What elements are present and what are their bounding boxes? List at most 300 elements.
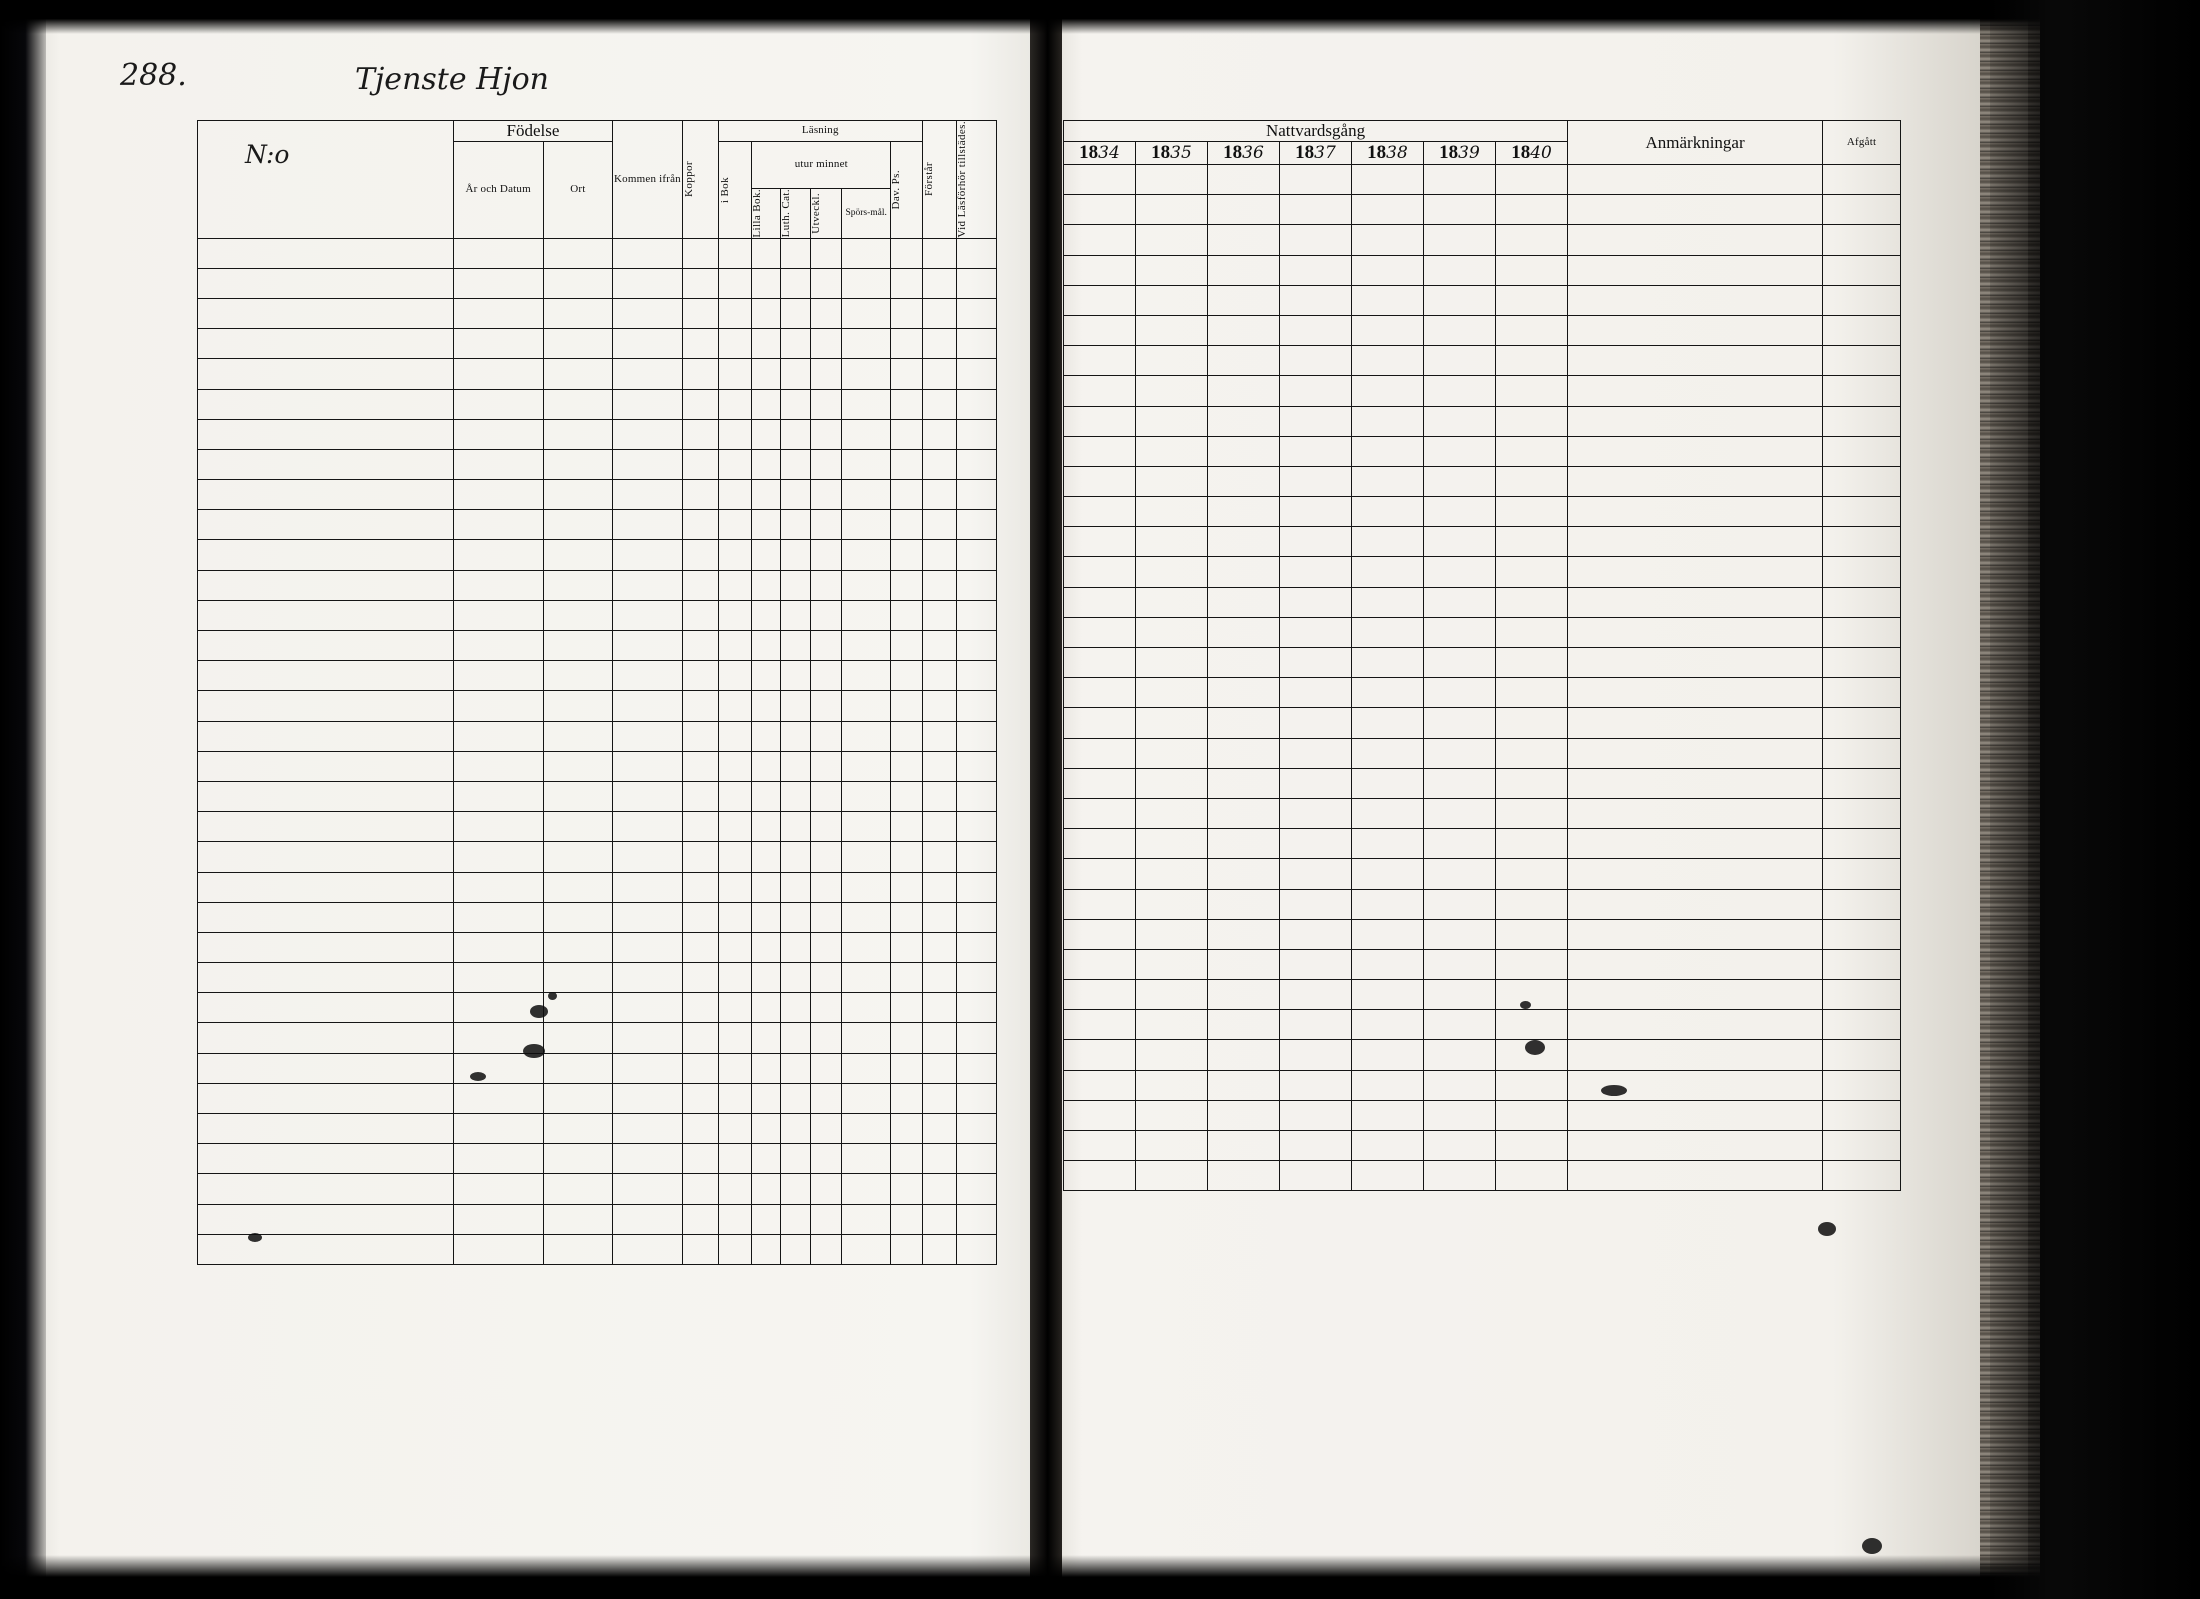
table-cell	[752, 872, 781, 902]
table-cell	[956, 359, 996, 389]
table-cell	[1424, 466, 1496, 496]
table-cell	[453, 631, 543, 661]
table-cell	[1208, 949, 1280, 979]
table-cell	[752, 1204, 781, 1234]
table-cell	[1208, 1040, 1280, 1070]
table-cell	[1568, 949, 1823, 979]
table-cell	[718, 480, 752, 510]
table-cell	[956, 872, 996, 902]
table-cell	[613, 781, 683, 811]
table-cell	[781, 419, 810, 449]
table-row	[1064, 1040, 1901, 1070]
table-cell	[613, 540, 683, 570]
table-cell	[922, 1053, 956, 1083]
table-cell	[1568, 1161, 1823, 1191]
table-cell	[810, 1204, 841, 1234]
header-birth-group: Födelse	[453, 121, 612, 142]
table-cell	[1823, 889, 1901, 919]
table-cell	[1496, 919, 1568, 949]
table-cell	[922, 932, 956, 962]
table-cell	[1424, 497, 1496, 527]
table-cell	[842, 359, 891, 389]
table-cell	[1280, 497, 1352, 527]
table-cell	[842, 298, 891, 328]
communion-year-4: 1837	[1280, 142, 1352, 165]
communion-year-5: 1838	[1352, 142, 1424, 165]
table-cell	[613, 359, 683, 389]
table-cell	[718, 540, 752, 570]
table-cell	[1496, 557, 1568, 587]
table-cell	[956, 419, 996, 449]
table-row	[1064, 1131, 1901, 1161]
header-came-from-label: Kommen ifrån	[614, 172, 681, 185]
header-dav-ps	[891, 142, 922, 239]
table-cell	[1352, 285, 1424, 315]
table-cell	[891, 1234, 922, 1264]
table-row	[198, 661, 997, 691]
table-cell	[1568, 406, 1823, 436]
table-cell	[810, 902, 841, 932]
table-cell	[810, 1144, 841, 1174]
table-cell	[613, 480, 683, 510]
table-cell	[453, 842, 543, 872]
table-cell	[922, 963, 956, 993]
table-cell	[1136, 1131, 1208, 1161]
table-cell	[1568, 738, 1823, 768]
table-cell	[956, 1234, 996, 1264]
table-cell	[781, 1023, 810, 1053]
table-cell	[1496, 617, 1568, 647]
table-cell	[718, 1114, 752, 1144]
table-cell	[752, 1234, 781, 1264]
communion-year-2: 1835	[1136, 142, 1208, 165]
table-cell	[613, 1023, 683, 1053]
table-cell	[891, 389, 922, 419]
header-departed: Afgått	[1823, 121, 1901, 165]
table-row	[1064, 346, 1901, 376]
table-cell	[1568, 648, 1823, 678]
table-cell	[1208, 829, 1280, 859]
table-cell	[543, 389, 613, 419]
table-cell	[956, 751, 996, 781]
table-cell	[1496, 376, 1568, 406]
table-cell	[613, 842, 683, 872]
table-cell	[453, 389, 543, 419]
table-cell	[718, 993, 752, 1023]
table-cell	[956, 963, 996, 993]
table-cell	[1424, 1070, 1496, 1100]
table-cell	[1136, 949, 1208, 979]
table-cell	[1352, 315, 1424, 345]
table-cell	[1352, 1161, 1424, 1191]
table-cell	[956, 298, 996, 328]
table-row	[198, 751, 997, 781]
table-cell	[1352, 648, 1424, 678]
table-cell	[1280, 527, 1352, 557]
table-cell	[1136, 980, 1208, 1010]
table-row	[1064, 557, 1901, 587]
table-cell	[453, 600, 543, 630]
table-cell	[1424, 1131, 1496, 1161]
table-cell	[543, 902, 613, 932]
table-cell	[198, 1023, 454, 1053]
table-cell	[810, 631, 841, 661]
table-cell	[1568, 466, 1823, 496]
table-cell	[682, 298, 718, 328]
table-row	[198, 842, 997, 872]
table-cell	[891, 1114, 922, 1144]
table-cell	[198, 661, 454, 691]
table-cell	[1136, 376, 1208, 406]
table-cell	[781, 932, 810, 962]
table-cell	[842, 389, 891, 419]
table-cell	[682, 449, 718, 479]
table-cell	[718, 872, 752, 902]
table-cell	[781, 480, 810, 510]
table-cell	[842, 419, 891, 449]
table-cell	[752, 1174, 781, 1204]
table-cell	[613, 902, 683, 932]
table-cell	[613, 963, 683, 993]
table-cell	[810, 359, 841, 389]
table-cell	[453, 963, 543, 993]
table-cell	[543, 1144, 613, 1174]
table-row	[1064, 648, 1901, 678]
table-cell	[781, 872, 810, 902]
table-cell	[718, 631, 752, 661]
table-cell	[198, 751, 454, 781]
header-luther-cat	[781, 188, 810, 238]
table-row	[198, 449, 997, 479]
table-cell	[956, 238, 996, 268]
table-cell	[543, 449, 613, 479]
table-cell	[718, 1234, 752, 1264]
table-cell	[956, 389, 996, 419]
table-cell	[1280, 285, 1352, 315]
table-cell	[1352, 859, 1424, 889]
table-row	[1064, 406, 1901, 436]
table-cell	[810, 510, 841, 540]
table-cell	[810, 1023, 841, 1053]
table-row	[1064, 497, 1901, 527]
table-cell	[682, 510, 718, 540]
table-cell	[198, 480, 454, 510]
table-cell	[1424, 436, 1496, 466]
ink-smudge	[470, 1072, 486, 1081]
table-cell	[198, 932, 454, 962]
table-cell	[1568, 255, 1823, 285]
table-cell	[810, 781, 841, 811]
table-cell	[682, 751, 718, 781]
table-cell	[1352, 949, 1424, 979]
table-row	[1064, 949, 1901, 979]
table-cell	[1568, 798, 1823, 828]
table-cell	[922, 510, 956, 540]
table-cell	[543, 570, 613, 600]
table-cell	[1064, 406, 1136, 436]
table-cell	[956, 842, 996, 872]
table-cell	[1568, 225, 1823, 255]
table-cell	[718, 329, 752, 359]
table-cell	[922, 1174, 956, 1204]
header-understands-label: Förstår	[922, 162, 935, 197]
table-cell	[842, 1114, 891, 1144]
table-cell	[1136, 406, 1208, 436]
table-cell	[1424, 587, 1496, 617]
table-cell	[752, 661, 781, 691]
table-cell	[1352, 255, 1424, 285]
table-cell	[1823, 557, 1901, 587]
table-cell	[1064, 195, 1136, 225]
table-cell	[1496, 648, 1568, 678]
ink-smudge	[1862, 1538, 1882, 1554]
table-cell	[453, 540, 543, 570]
table-cell	[543, 480, 613, 510]
table-cell	[1568, 919, 1823, 949]
table-cell	[543, 238, 613, 268]
table-cell	[891, 872, 922, 902]
table-row	[198, 329, 997, 359]
table-cell	[781, 902, 810, 932]
table-cell	[922, 389, 956, 419]
table-row	[198, 298, 997, 328]
table-cell	[1352, 195, 1424, 225]
table-row	[1064, 255, 1901, 285]
table-cell	[891, 661, 922, 691]
header-bible-book-label: Lilla Bok.	[751, 188, 764, 238]
table-cell	[543, 329, 613, 359]
table-cell	[1064, 919, 1136, 949]
table-cell	[453, 751, 543, 781]
table-cell	[1823, 648, 1901, 678]
table-cell	[543, 298, 613, 328]
table-cell	[842, 932, 891, 962]
header-remarks: Anmärkningar	[1568, 121, 1823, 165]
table-cell	[613, 661, 683, 691]
table-row	[1064, 1161, 1901, 1191]
table-cell	[1496, 225, 1568, 255]
table-cell	[613, 1174, 683, 1204]
table-row	[198, 932, 997, 962]
table-cell	[891, 812, 922, 842]
table-cell	[682, 570, 718, 600]
table-row	[198, 540, 997, 570]
header-at-examination-label: Vid Läsförhör tillstädes.	[955, 121, 968, 238]
table-cell	[1352, 738, 1424, 768]
table-cell	[842, 631, 891, 661]
table-row	[198, 600, 997, 630]
table-cell	[1496, 527, 1568, 557]
table-cell	[781, 510, 810, 540]
table-cell	[752, 600, 781, 630]
table-cell	[891, 1083, 922, 1113]
table-cell	[613, 570, 683, 600]
table-cell	[682, 631, 718, 661]
table-cell	[1823, 225, 1901, 255]
ink-smudge	[1818, 1222, 1836, 1236]
table-cell	[718, 751, 752, 781]
table-row	[198, 631, 997, 661]
table-cell	[1568, 678, 1823, 708]
table-cell	[891, 359, 922, 389]
table-cell	[752, 751, 781, 781]
table-cell	[453, 993, 543, 1023]
header-at-examination	[956, 121, 996, 239]
table-cell	[1136, 1161, 1208, 1191]
table-cell	[810, 721, 841, 751]
table-cell	[543, 1234, 613, 1264]
table-cell	[1208, 617, 1280, 647]
table-cell	[1064, 346, 1136, 376]
table-cell	[198, 812, 454, 842]
table-cell	[781, 540, 810, 570]
table-cell	[1496, 768, 1568, 798]
table-cell	[1136, 919, 1208, 949]
table-cell	[1280, 557, 1352, 587]
table-cell	[891, 540, 922, 570]
table-cell	[1136, 678, 1208, 708]
table-cell	[1424, 1100, 1496, 1130]
table-cell	[1424, 708, 1496, 738]
table-cell	[1136, 648, 1208, 678]
table-cell	[752, 510, 781, 540]
table-cell	[1064, 648, 1136, 678]
table-cell	[1064, 949, 1136, 979]
table-cell	[810, 449, 841, 479]
table-cell	[718, 721, 752, 751]
table-cell	[682, 963, 718, 993]
table-cell	[453, 1114, 543, 1144]
table-cell	[922, 661, 956, 691]
table-cell	[682, 1023, 718, 1053]
table-cell	[922, 842, 956, 872]
table-cell	[613, 1144, 683, 1174]
table-row	[198, 1144, 997, 1174]
table-row	[198, 721, 997, 751]
table-cell	[1424, 255, 1496, 285]
table-row	[1064, 678, 1901, 708]
table-cell	[718, 449, 752, 479]
table-cell	[613, 329, 683, 359]
table-cell	[682, 238, 718, 268]
table-cell	[543, 691, 613, 721]
table-cell	[1064, 557, 1136, 587]
table-cell	[752, 812, 781, 842]
table-cell	[922, 298, 956, 328]
table-cell	[198, 902, 454, 932]
table-row	[198, 1114, 997, 1144]
communion-year-1: 1834	[1064, 142, 1136, 165]
table-cell	[922, 419, 956, 449]
table-row	[1064, 1010, 1901, 1040]
table-cell	[922, 600, 956, 630]
table-cell	[842, 1234, 891, 1264]
table-cell	[718, 932, 752, 962]
table-cell	[1280, 1010, 1352, 1040]
table-cell	[1208, 919, 1280, 949]
table-cell	[198, 691, 454, 721]
table-cell	[1280, 587, 1352, 617]
table-cell	[1280, 980, 1352, 1010]
table-row	[198, 1023, 997, 1053]
table-cell	[198, 1053, 454, 1083]
table-cell	[891, 1174, 922, 1204]
table-cell	[922, 570, 956, 600]
table-row	[198, 872, 997, 902]
table-cell	[781, 570, 810, 600]
table-cell	[1568, 557, 1823, 587]
table-cell	[891, 449, 922, 479]
table-cell	[1496, 1070, 1568, 1100]
table-cell	[543, 661, 613, 691]
table-cell	[1352, 617, 1424, 647]
table-cell	[842, 570, 891, 600]
table-cell	[1352, 678, 1424, 708]
header-understands	[922, 121, 956, 239]
table-cell	[752, 480, 781, 510]
table-cell	[752, 540, 781, 570]
table-cell	[1352, 889, 1424, 919]
table-cell	[891, 268, 922, 298]
table-cell	[810, 993, 841, 1023]
table-cell	[1280, 889, 1352, 919]
table-cell	[781, 1114, 810, 1144]
communion-year-7: 1840	[1496, 142, 1568, 165]
table-cell	[613, 268, 683, 298]
header-in-book-label: i Bok	[718, 176, 731, 203]
table-cell	[453, 480, 543, 510]
table-cell	[1568, 195, 1823, 225]
table-cell	[1568, 165, 1823, 195]
table-cell	[718, 902, 752, 932]
table-cell	[1352, 376, 1424, 406]
table-row	[198, 993, 997, 1023]
communion-year-3: 1836	[1208, 142, 1280, 165]
table-cell	[810, 298, 841, 328]
table-cell	[682, 932, 718, 962]
table-cell	[718, 812, 752, 842]
header-dav-ps-label: Dav. Ps.	[890, 170, 903, 210]
table-row	[1064, 195, 1901, 225]
table-cell	[543, 872, 613, 902]
table-row	[1064, 768, 1901, 798]
table-cell	[682, 389, 718, 419]
page-heading-handwritten: Tjenste Hjon	[355, 62, 549, 97]
table-cell	[453, 721, 543, 751]
table-cell	[1064, 1040, 1136, 1070]
table-cell	[956, 932, 996, 962]
table-cell	[1064, 1161, 1136, 1191]
table-cell	[1496, 678, 1568, 708]
table-cell	[1496, 859, 1568, 889]
table-cell	[1064, 889, 1136, 919]
table-cell	[718, 510, 752, 540]
table-cell	[718, 419, 752, 449]
table-cell	[1823, 678, 1901, 708]
table-cell	[1208, 648, 1280, 678]
table-cell	[1064, 436, 1136, 466]
table-cell	[718, 238, 752, 268]
table-cell	[1136, 557, 1208, 587]
table-cell	[810, 268, 841, 298]
table-cell	[1280, 919, 1352, 949]
table-cell	[752, 1053, 781, 1083]
table-cell	[810, 691, 841, 721]
table-cell	[198, 872, 454, 902]
table-cell	[718, 298, 752, 328]
table-cell	[1136, 708, 1208, 738]
table-cell	[1136, 738, 1208, 768]
